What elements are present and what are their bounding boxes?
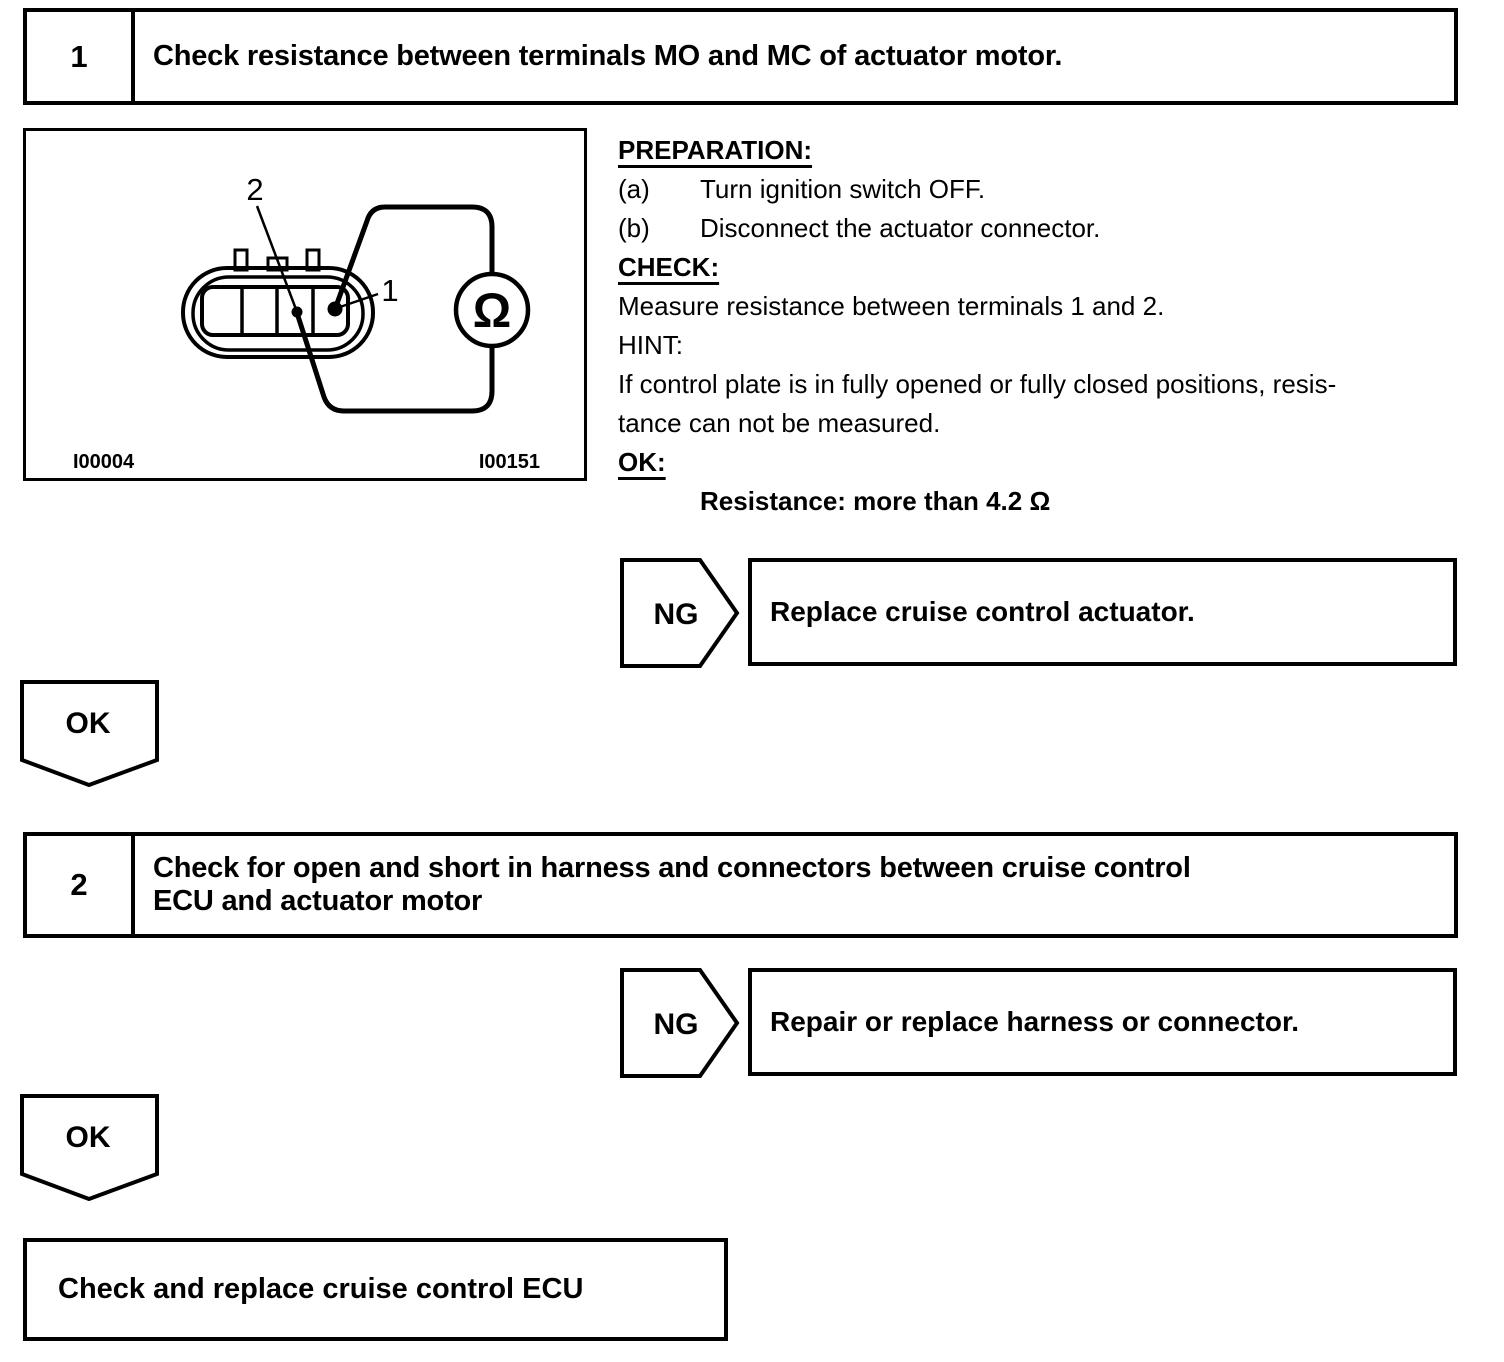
final-action-text: Check and replace cruise control ECU: [58, 1273, 584, 1305]
ng-arrow-shape-1: [620, 558, 740, 668]
terminal-block: [202, 287, 348, 335]
ok-arrow-shape-1: [20, 680, 159, 787]
hint-text-line-2: tance can not be measured.: [618, 408, 941, 438]
figure-code-right: I00151: [478, 451, 540, 473]
step-1-ng-action-box: [748, 558, 1457, 666]
step-2-title-line-1: Check for open and short in harness and connectors between cruise control: [153, 852, 1191, 884]
prep-item-a-text: Turn ignition switch OFF.: [700, 174, 986, 204]
connector-figure-box: [23, 128, 587, 481]
step-1-ng-row: [620, 558, 1457, 668]
ng-label-1: NG: [653, 598, 699, 631]
ng-arrow-shape-2: [620, 968, 740, 1078]
ok-heading: OK:: [618, 447, 666, 477]
step-2-title-line-2: ECU and actuator motor: [153, 885, 483, 917]
step-1-title: [135, 12, 1454, 101]
prep-item-a-marker: (a): [618, 174, 650, 204]
figure-code-left: I00004: [73, 451, 135, 473]
prep-item-b-text: Disconnect the actuator connector.: [700, 213, 1101, 243]
step-2-ng-action-box: [748, 968, 1457, 1076]
step-1-number: 1: [27, 12, 135, 101]
check-heading: CHECK:: [618, 252, 720, 282]
step-1-title-text: Check resistance between terminals MO and MC of actuator motor.: [153, 40, 1063, 72]
step-1-instructions: [618, 131, 1500, 521]
prep-item-b-marker: (b): [618, 213, 650, 243]
preparation-heading: PREPARATION:: [618, 135, 813, 165]
ok-label-2: OK: [65, 1121, 111, 1154]
step-1-ng-action-text: Replace cruise control actuator.: [770, 596, 1195, 627]
final-action-box: [23, 1238, 728, 1341]
step-2-ng-row: [620, 968, 1457, 1078]
ok-arrow-shape-2: [20, 1094, 159, 1201]
ok-spec-text: Resistance: more than 4.2 Ω: [700, 486, 1051, 516]
ng-label-2: NG: [653, 1008, 699, 1041]
hint-text-line-1: If control plate is in fully opened or fully closed positions, resis-: [618, 369, 1337, 399]
ohm-symbol: Ω: [472, 285, 512, 338]
step-2-number: 2: [27, 836, 135, 934]
terminal-1-label: 1: [381, 273, 399, 308]
connector-ohmmeter-diagram: [26, 131, 584, 478]
ok-label-1: OK: [65, 707, 111, 740]
probe-dot-terminal-1: [328, 302, 343, 317]
terminal-2-label: 2: [246, 172, 264, 207]
step-2-ng-action-text: Repair or replace harness or connector.: [770, 1006, 1300, 1037]
step-2-title: [135, 836, 1454, 934]
step-2-header-box: [23, 832, 1458, 938]
check-text: Measure resistance between terminals 1 and 2.: [618, 291, 1165, 321]
hint-heading: HINT:: [618, 330, 683, 360]
step-1-header-box: [23, 8, 1458, 105]
